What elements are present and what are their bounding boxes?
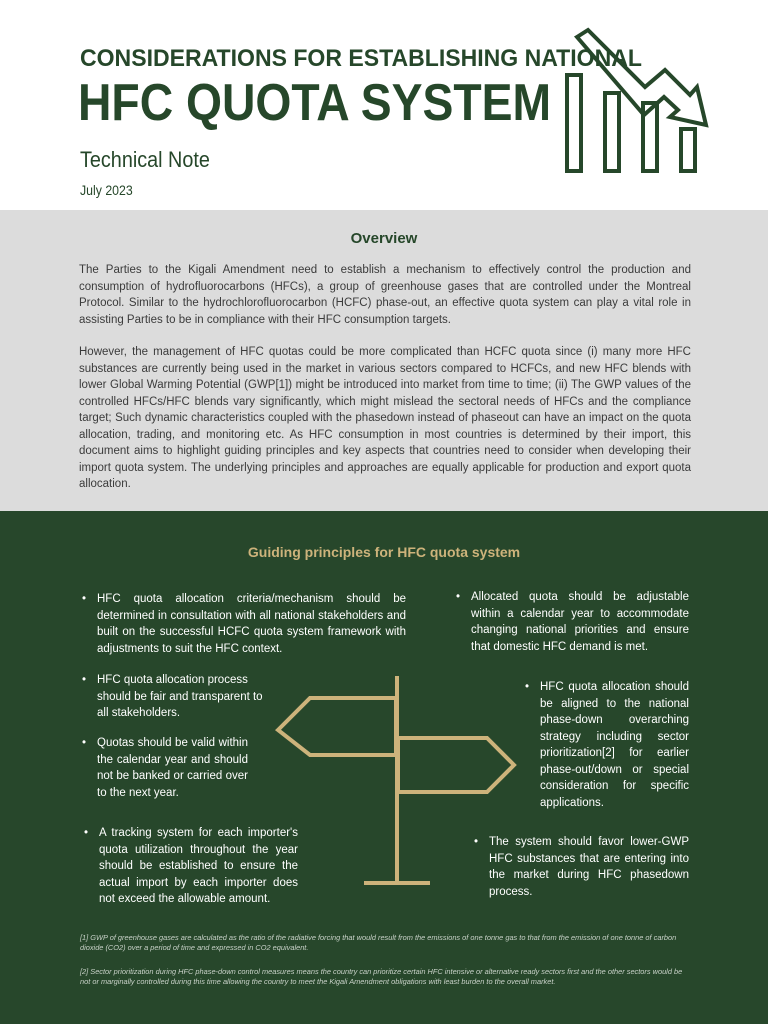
overview-heading: Overview bbox=[350, 230, 418, 247]
principle-bullet: • HFC quota allocation criteria/mechanism should be determined in consultation with all national stakeholders and built on the successful HCFC quota system framework with adjustments to suit the HFC context. bbox=[97, 591, 406, 657]
principle-bullet: • A tracking system for each importer's quota utilization throughout the year should be established to ensure the actual import by each importer does not exceed the allowable amount. bbox=[99, 825, 298, 908]
publication-date: July 2023 bbox=[80, 182, 133, 198]
footnote: [1] GWP of greenhouse gases are calculated as the ratio of the radiative forcing that would result from the emissions of one tonne gas to that from the emission of one tonne of carbon dioxide (CO2) over a period of time and expressed in CO2 equivalent. bbox=[80, 933, 677, 952]
footnote: [2] Sector prioritization during HFC phase-down control measures means the country can prioritize certain HFC intensive or alternative ready sectors first and the other sectors would be not or marginally controlled during this time allowing the country to meet the Kigali Amendment obligations with least burden to the overall market. bbox=[80, 967, 683, 986]
guiding-principles-section bbox=[0, 511, 768, 1024]
header bbox=[0, 0, 768, 210]
overview-paragraph: However, the management of HFC quotas could be more complicated than HCFC quota since (i) many more HFC substances are currently being used in the market in various sectors compared to HCFCs, and new HFC blends with lower Global Warming Potential (GWP[1]) might be introduced into market from time to time; (ii) The GWP values of the controlled HFCs/HFC blends vary significantly, which might mislead the sectoral needs of HFCs and the compliance target; Such dynamic characteristics coupled with the phasedown instead of phaseout can have an impact on the quota allocation, trading, and monitoring etc. As HFC consumption in most countries is determined by their import, this document aims to highlight guiding principles and key aspects that countries need to consider when developing their import quota system. The underlying principles and approaches are equally applicable for production and export quota allocation. bbox=[79, 346, 691, 490]
principle-bullet: • Allocated quota should be adjustable within a calendar year to accommodate changing national priorities and ensure that domestic HFC demand is met. bbox=[471, 589, 689, 655]
principle-bullet: • Quotas should be valid within the calendar year and should not be banked or carried over to the next year. bbox=[97, 735, 248, 801]
principles-heading: Guiding principles for HFC quota system bbox=[247, 544, 521, 560]
signpost-icon bbox=[268, 676, 528, 896]
principle-bullet: • HFC quota allocation should be aligned to the national phase-down overarching strategy including sector prioritization[2] for earlier phase-out/down or special consideration for specific applications. bbox=[540, 679, 689, 811]
overview-section bbox=[0, 210, 768, 511]
page-title: HFC QUOTA SYSTEM bbox=[78, 74, 552, 132]
principle-bullet: • The system should favor lower-GWP HFC substances that are entering into the market during HFC phasedown process. bbox=[489, 834, 689, 900]
subtitle: Technical Note bbox=[80, 147, 210, 172]
principle-bullet: • HFC quota allocation process should be fair and transparent to all stakeholders. bbox=[97, 672, 267, 722]
overview-paragraph: The Parties to the Kigali Amendment need to establish a mechanism to effectively control the production and consumption of hydrofluorocarbons (HFCs), a group of greenhouse gases that are controlled under the Montreal Protocol. Similar to the hydrochlorofluorocarbon (HCFC) phase-out, an effective quota system can play a vital role in assisting Parties to be in compliance with their HFC consumption targets. bbox=[79, 264, 691, 326]
declining-bar-chart-icon bbox=[560, 25, 710, 175]
title-line-1: CONSIDERATIONS FOR ESTABLISHING NATIONAL bbox=[80, 45, 642, 72]
